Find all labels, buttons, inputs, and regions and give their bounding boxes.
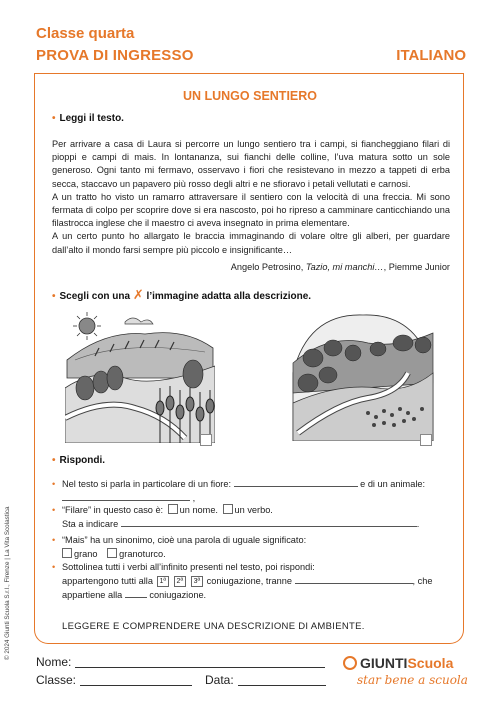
publisher-tagline: star bene a scuola	[357, 673, 468, 687]
question-3: • “Mais” ha un sinonimo, cioè una parola di uguale significato: grano granoturco.	[52, 535, 307, 559]
question-1: • Nel testo si parla in particolare di un fiore: e di un animale: ,	[52, 479, 426, 503]
reading-instruction: • Leggi il testo.	[52, 113, 124, 124]
conjugation-3-box[interactable]: 3ª	[191, 576, 203, 587]
bullet-icon: •	[52, 291, 56, 302]
exception-answer-line[interactable]	[295, 574, 413, 584]
story-title: UN LUNGO SENTIERO	[182, 89, 318, 103]
copyright: © 2024 Giunti Scuola S.r.l., Firenze | La Vita Scolastica	[4, 506, 11, 660]
attribution: Angelo Petrosino, Tazio, mi manchi…, Piemme Junior	[230, 262, 450, 272]
image-2-checkbox[interactable]	[420, 434, 432, 446]
bullet-icon: •	[52, 505, 56, 515]
x-mark-icon: ✗	[132, 287, 144, 302]
conjugation-answer-line[interactable]	[125, 588, 147, 598]
story-paragraph: A un tratto ho visto un ramarro attraversare il sentiero con la velocità di una freccia. Mi sono fermata di colpo per scoprire dove si era nascosto, poi ho ripreso a camminare canticchiando una filastrocca inglese che il maestro ci aveva insegnato in prima elementare.	[52, 191, 450, 229]
date-field[interactable]	[238, 685, 326, 686]
objective-note: LEGGERE E COMPRENDERE UNA DESCRIZIONE DI AMBIENTE.	[62, 621, 365, 632]
conjugation-2-box[interactable]: 2ª	[174, 576, 186, 587]
publisher-logo: GIUNTIScuola	[343, 655, 453, 671]
question-4: • Sottolinea tutti i verbi all’infinito presenti nel testo, poi rispondi: appartengono tutti alla 1ª 2ª 3ª coniugazione, tranne , che appartiene alla coniugazione.	[52, 562, 433, 600]
flower-answer-line[interactable]	[234, 477, 358, 487]
question-2: • “Filare” in questo caso è: un nome. un verbo. Sta a indicare .	[52, 505, 420, 529]
noun-checkbox[interactable]	[168, 504, 178, 514]
meaning-answer-line[interactable]	[121, 517, 417, 527]
bullet-icon: •	[52, 535, 56, 545]
conjugation-1-box[interactable]: 1ª	[157, 576, 169, 587]
choose-instruction: • Scegli con una ✗ l’immagine adatta alla descrizione.	[52, 287, 312, 302]
animal-answer-line[interactable]	[62, 491, 190, 501]
date-label: Data:	[205, 673, 234, 687]
test-title: PROVA DI INGRESSO	[36, 47, 194, 64]
class-label: Classe quarta	[36, 25, 135, 42]
bullet-icon: •	[52, 479, 56, 489]
image-1-checkbox[interactable]	[200, 434, 212, 446]
landscape-image-2	[288, 313, 438, 441]
answer-instruction: • Rispondi.	[52, 455, 106, 466]
name-label: Nome:	[36, 655, 72, 669]
grain-checkbox[interactable]	[62, 548, 72, 558]
bullet-icon: •	[52, 455, 56, 466]
story-paragraph: A un certo punto ho allargato le braccia immaginando di volare oltre gli alberi, per guardare dall’alto il mondo farsi sempre più piccolo e insignificante…	[52, 231, 450, 255]
verb-checkbox[interactable]	[223, 504, 233, 514]
class-field[interactable]	[80, 685, 192, 686]
logo-mark-icon	[343, 656, 357, 670]
story-paragraph: Per arrivare a casa di Laura si percorre un lungo sentiero tra i campi, si fiancheggiano filari di pioppi e campi di mais. In lontananza, sui fianchi delle colline, l’uva matura sotto un sole generoso. Ogni tanto mi fermavo, osservavo i fiori che resistevano in mezzo a tappeti di erba secca, staccavo un papavero più rosso degli altri e ne sfioravo i petali vellutati e carnosi.	[52, 139, 450, 189]
name-field[interactable]	[75, 667, 325, 668]
subject-label: ITALIANO	[396, 47, 466, 64]
bullet-icon: •	[52, 113, 56, 124]
bullet-icon: •	[52, 562, 56, 572]
story-text	[52, 138, 450, 257]
corn-checkbox[interactable]	[107, 548, 117, 558]
class-field-label: Classe:	[36, 673, 77, 687]
landscape-image-1	[65, 308, 215, 443]
